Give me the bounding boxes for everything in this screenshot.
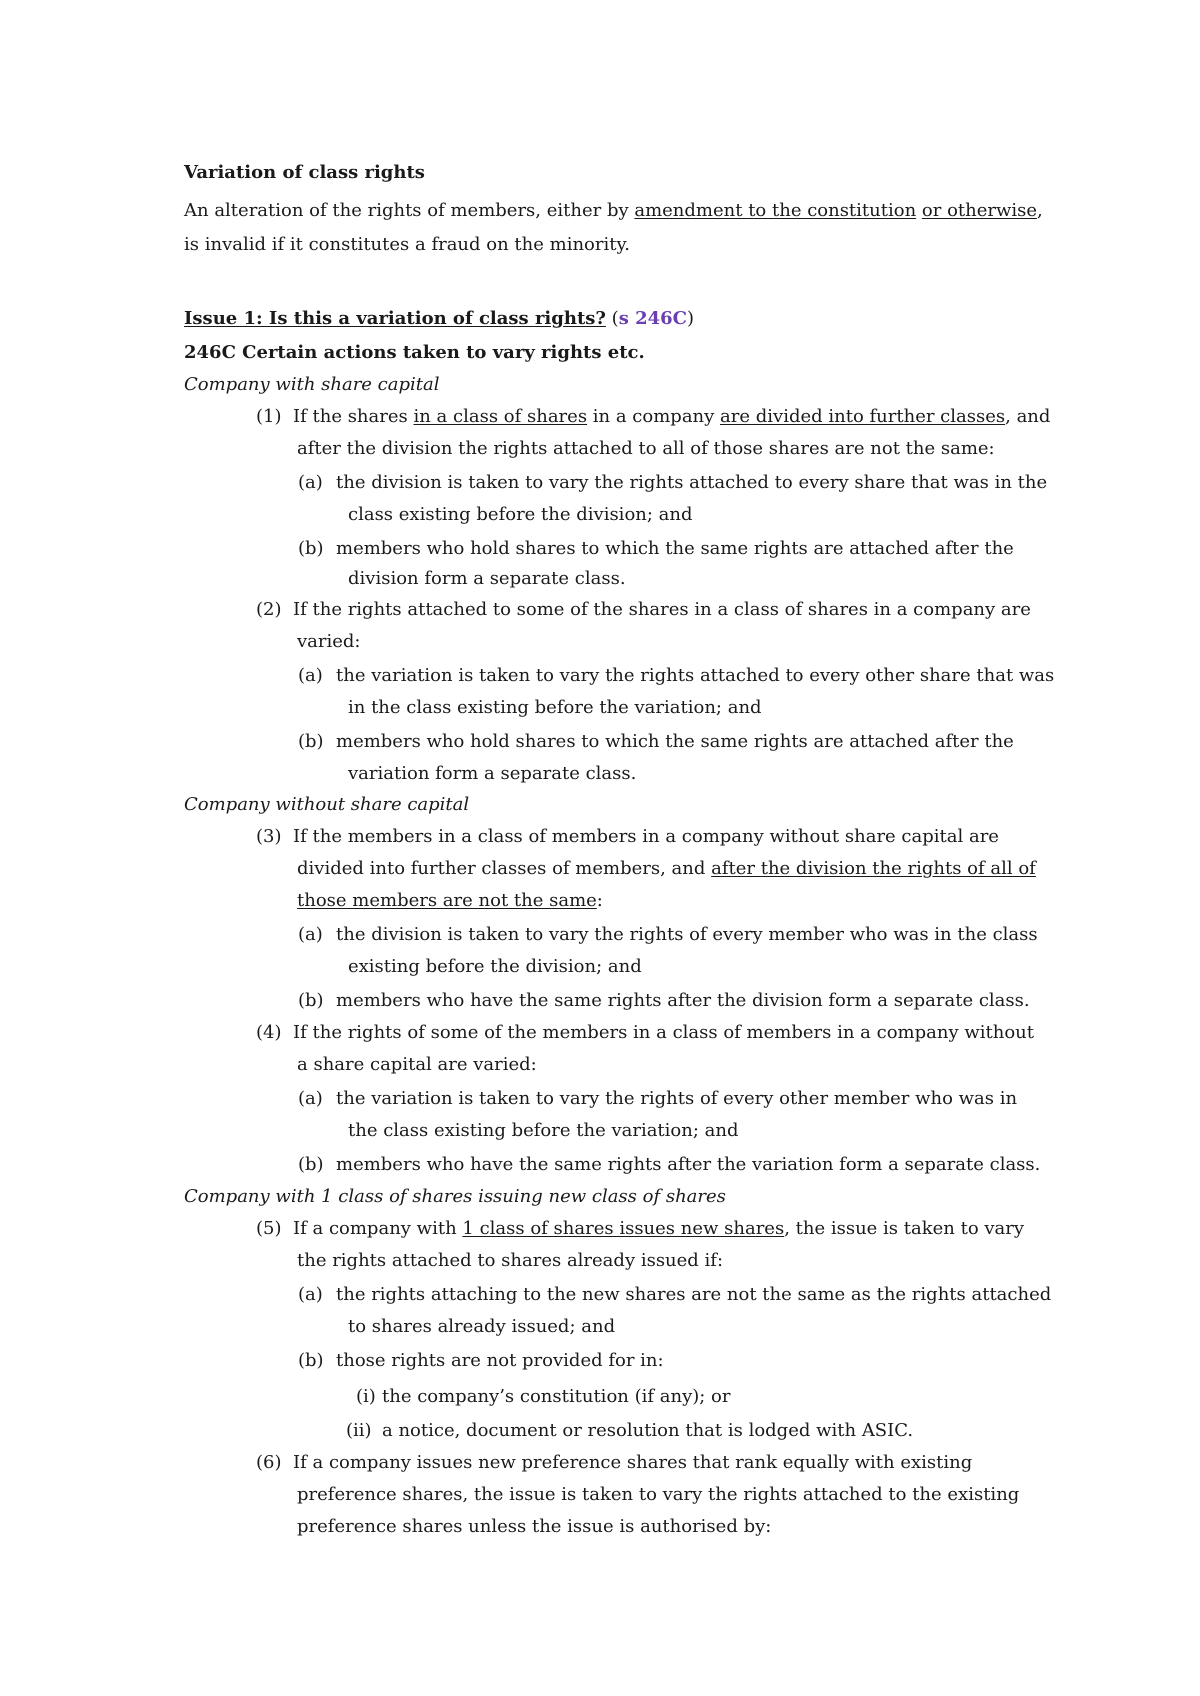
subsection-3a-number: (a) — [298, 924, 323, 945]
subsection-4-number: (4) — [256, 1022, 282, 1043]
subsection-5bii-line-1: a notice, document or resolution that is lodged with ASIC. — [382, 1420, 914, 1441]
subsection-2a-line-1: the variation is taken to vary the rights attached to every other share that was — [336, 665, 1055, 686]
s5-text-a: If a company with — [293, 1218, 463, 1239]
subsection-4a-line-2: the class existing before the variation; and — [348, 1120, 739, 1141]
issue-ref-close: ) — [687, 308, 695, 329]
subsection-6-line-1: If a company issues new preference shares that rank equally with existing — [293, 1452, 973, 1473]
subheading-without-share-capital: Company without share capital — [184, 794, 470, 815]
subsection-5a-line-2: to shares already issued; and — [348, 1316, 616, 1337]
subsection-2b-number: (b) — [298, 731, 324, 752]
intro-line-1 — [184, 199, 1043, 223]
subsection-5-number: (5) — [256, 1218, 282, 1239]
subsection-6-line-3: preference shares unless the issue is authorised by: — [297, 1516, 772, 1537]
s1-text-b: in a company — [587, 406, 721, 427]
s1-underlined-class: in a class of shares — [413, 406, 588, 427]
intro-text: An alteration of the rights of members, either by — [184, 200, 635, 221]
s3-underlined-not-same: those members are not the same — [297, 890, 597, 911]
subsection-5bii-number: (ii) — [346, 1420, 372, 1441]
section-heading: Variation of class rights — [184, 162, 425, 183]
subsection-3-line-3 — [297, 889, 603, 913]
s1-text-c: , and — [1005, 406, 1051, 427]
s3-text-a: divided into further classes of members, and — [297, 858, 712, 879]
intro-underlined-constitution: amendment to the constitution — [634, 200, 917, 221]
issue-section-ref: s 246C — [618, 308, 687, 329]
s3-colon: : — [596, 890, 603, 911]
issue-ref-open: ( — [605, 308, 619, 329]
subheading-share-capital: Company with share capital — [184, 374, 440, 395]
section-246c-title: 246C Certain actions taken to vary rights etc. — [184, 342, 645, 363]
subsection-5a-number: (a) — [298, 1284, 323, 1305]
subsection-1a-line-1: the division is taken to vary the rights attached to every share that was in the — [336, 472, 1048, 493]
subsection-2a-line-2: in the class existing before the variation; and — [348, 697, 762, 718]
subsection-3-number: (3) — [256, 826, 282, 847]
issue-title: Issue 1: Is this a variation of class rights? — [184, 308, 606, 329]
subsection-6-line-2: preference shares, the issue is taken to vary the rights attached to the existing — [297, 1484, 1020, 1505]
subsection-3a-line-1: the division is taken to vary the rights of every member who was in the class — [336, 924, 1038, 945]
subsection-1a-line-2: class existing before the division; and — [348, 504, 693, 525]
subsection-5b-number: (b) — [298, 1350, 324, 1371]
subsection-4-line-1: If the rights of some of the members in a class of members in a company without — [293, 1022, 1034, 1043]
subsection-3b-line-1: members who have the same rights after the division form a separate class. — [336, 990, 1030, 1011]
subsection-2-line-2: varied: — [297, 631, 361, 652]
subsection-4b-number: (b) — [298, 1154, 324, 1175]
subsection-5a-line-1: the rights attaching to the new shares are not the same as the rights attached — [336, 1284, 1052, 1305]
subsection-1-line-1 — [293, 405, 1050, 429]
subsection-2-number: (2) — [256, 599, 282, 620]
s1-underlined-divided: are divided into further classes — [720, 406, 1006, 427]
subsection-4-line-2: a share capital are varied: — [297, 1054, 537, 1075]
subsection-4a-line-1: the variation is taken to vary the rights of every other member who was in — [336, 1088, 1018, 1109]
s1-text-a: If the shares — [293, 406, 414, 427]
subheading-one-class: Company with 1 class of shares issuing new class of shares — [184, 1186, 726, 1207]
subsection-2-line-1: If the rights attached to some of the shares in a class of shares in a company are — [293, 599, 1031, 620]
subsection-6-number: (6) — [256, 1452, 282, 1473]
s5-text-b: , the issue is taken to vary — [784, 1218, 1025, 1239]
subsection-1-number: (1) — [256, 406, 282, 427]
subsection-1b-number: (b) — [298, 538, 324, 559]
subsection-4b-line-1: members who have the same rights after the variation form a separate class. — [336, 1154, 1041, 1175]
issue-heading — [184, 307, 694, 331]
subsection-4a-number: (a) — [298, 1088, 323, 1109]
s3-underlined-division: after the division the rights of all of — [711, 858, 1036, 879]
subsection-5b-line-1: those rights are not provided for in: — [336, 1350, 664, 1371]
subsection-5bi-number: (i) — [356, 1386, 376, 1407]
s5-underlined-issues: 1 class of shares issues new shares — [462, 1218, 785, 1239]
subsection-2a-number: (a) — [298, 665, 323, 686]
intro-underlined-otherwise: or otherwise — [921, 200, 1038, 221]
subsection-5-line-2: the rights attached to shares already issued if: — [297, 1250, 724, 1271]
subsection-1b-line-2: division form a separate class. — [348, 568, 626, 589]
subsection-3-line-2 — [297, 857, 1036, 881]
subsection-5bi-line-1: the company’s constitution (if any); or — [382, 1386, 731, 1407]
subsection-3b-number: (b) — [298, 990, 324, 1011]
subsection-1-line-2: after the division the rights attached to all of those shares are not the same: — [297, 438, 995, 459]
intro-line-2: is invalid if it constitutes a fraud on the minority. — [184, 234, 630, 255]
subsection-1a-number: (a) — [298, 472, 323, 493]
intro-comma: , — [1037, 200, 1043, 221]
subsection-3a-line-2: existing before the division; and — [348, 956, 642, 977]
subsection-2b-line-1: members who hold shares to which the same rights are attached after the — [336, 731, 1014, 752]
subsection-5-line-1 — [293, 1217, 1024, 1241]
subsection-2b-line-2: variation form a separate class. — [348, 763, 637, 784]
subsection-1b-line-1: members who hold shares to which the same rights are attached after the — [336, 538, 1014, 559]
subsection-3-line-1: If the members in a class of members in a company without share capital are — [293, 826, 999, 847]
